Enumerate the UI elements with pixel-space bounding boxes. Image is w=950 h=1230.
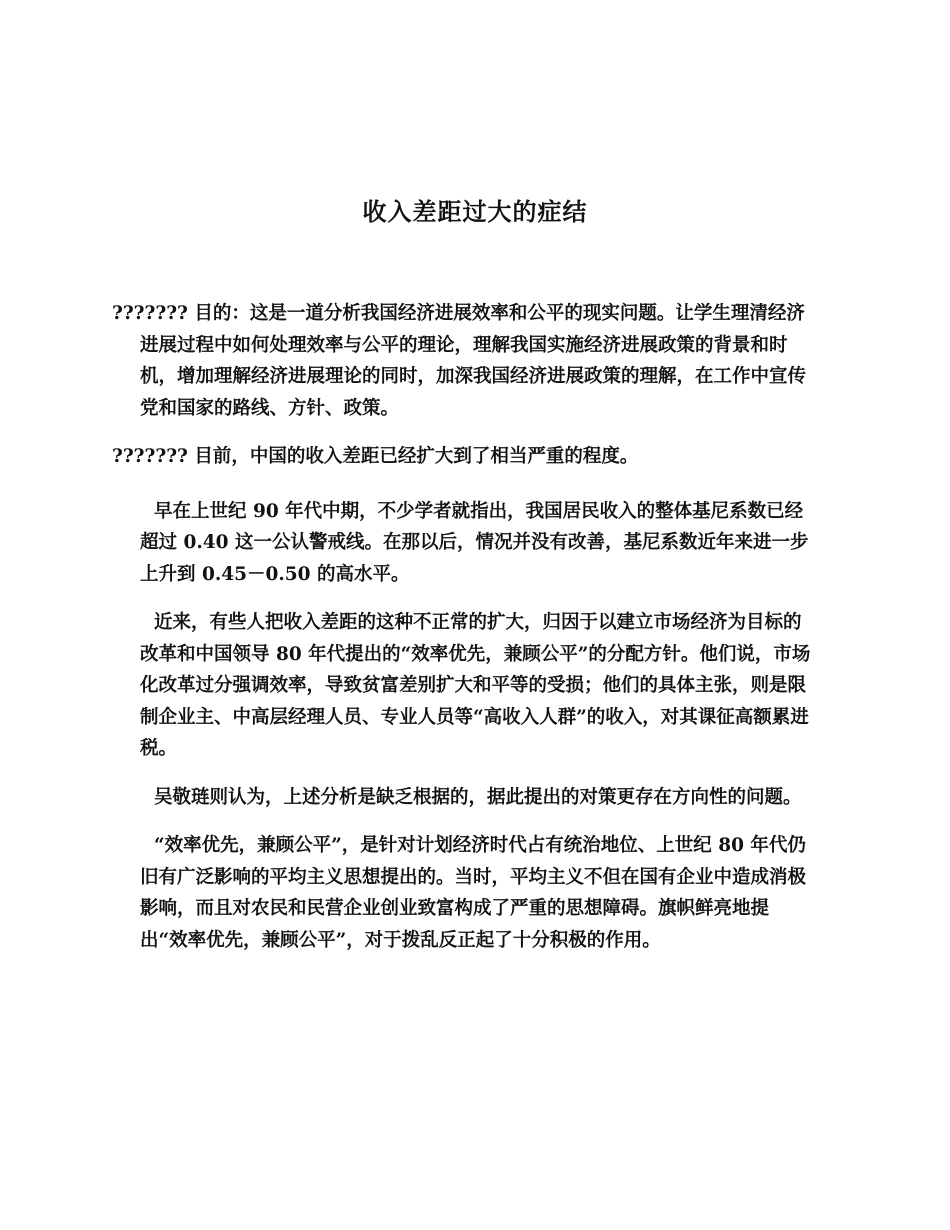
document-body bbox=[112, 298, 812, 973]
paragraph-wu-jinglian: 吴敬琏则认为，上述分析是缺乏根据的，据此提出的对策更存在方向性的问题。 bbox=[154, 786, 802, 808]
paragraph-gini: 早在上世纪 90 年代中期，不少学者就指出，我国居民收入的整体基尼系数已经超过 0.40 这一公认警戒线。在那以后，情况并没有改善，基尼系数近年来进一步上升到 0.45－0.50 的高水平。 bbox=[140, 500, 809, 585]
paragraph-purpose: ??????? 目的：这是一道分析我国经济进展效率和公平的现实问题。让学生理清经济进展过程中如何处理效率与公平的理论，理解我国实施经济进展政策的背景和时机，增加理解经济进展理论的同时，加深我国经济进展政策的理解，在工作中宣传党和国家的路线、方针、政策。 bbox=[112, 303, 807, 419]
paragraph-current-gap: ??????? 目前，中国的收入差距已经扩大到了相当严重的程度。 bbox=[112, 446, 639, 467]
document-title: 收入差距过大的症结 bbox=[362, 197, 588, 226]
paragraph-attribution: 近来，有些人把收入差距的这种不正常的扩大，归因于以建立市场经济为目标的改革和中国领导 80 年代提出的“效率优先，兼顾公平”的分配方针。他们说，市场化改革过分强调效率，导致贫富差别扩大和平等的受损；他们的具体主张，则是限制企业主、中高层经理人员、专业人员等“高收入人群”的收入，对其课征高额累进税。 bbox=[140, 612, 811, 759]
paragraph-efficiency-first: “效率优先，兼顾公平”，是针对计划经济时代占有统治地位、上世纪 80 年代仍旧有广泛影响的平均主义思想提出的。当时，平均主义不但在国有企业中造成消极影响，而且对农民和民营企业创业致富构成了严重的思想障碍。旗帜鲜亮地提出“效率优先，兼顾公平”，对于拨乱反正起了十分积极的作用。 bbox=[140, 835, 807, 951]
